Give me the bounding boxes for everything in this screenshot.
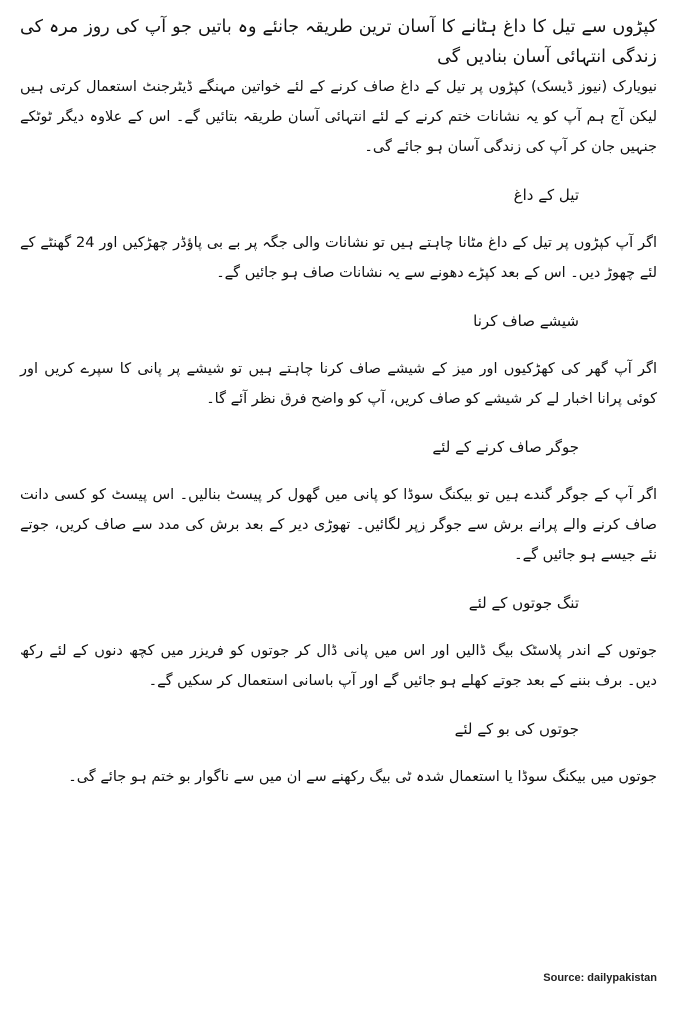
section-heading-glass-cleaning: شیشے صاف کرنا [473,312,579,330]
section-heading-oil-stains: تیل کے داغ [513,186,579,204]
section-heading-tight-shoes: تنگ جوتوں کے لئے [468,594,579,612]
article-intro: نیویارک (نیوز ڈیسک) کپڑوں پر تیل کے داغ صاف کرنے کے لئے خواتین مہنگے ڈیٹرجنٹ استعمال کرتی ہیں لیکن آج ہم آپ کو یہ نشانات ختم کرنے کے لئے انتہائی آسان طریقہ بتائیں گے۔ اس کے علاوہ دیگر ٹوٹکے جنہیں جان کر آپ کی زندگی آسان ہو جائے گی۔ [20,79,657,155]
section-heading-jogger-cleaning: جوگر صاف کرنے کے لئے [432,438,579,456]
section-body-glass-cleaning: اگر آپ گھر کی کھڑکیوں اور میز کے شیشے صاف کرنا چاہتے ہیں تو شیشے پر پانی کا سپرے کریں اور کوئی پرانا اخبار لے کر شیشے کو صاف کریں، آپ کو واضح فرق نظر آئے گا۔ [20,361,657,407]
section-body-shoe-odor: جوتوں میں بیکنگ سوڈا یا استعمال شدہ ٹی بیگ رکھنے سے ان میں سے ناگوار بو ختم ہو جائے گی۔ [68,769,657,785]
source-credit: Source: dailypakistan [543,972,657,984]
section-body-tight-shoes: جوتوں کے اندر پلاسٹک بیگ ڈالیں اور اس میں پانی ڈال کر جوتوں کو فریزر میں کچھ دنوں کے لئے رکھ دیں۔ برف بننے کے بعد جوتے کھلے ہو جائیں گے اور آپ باسانی استعمال کر سکیں گے۔ [20,643,657,689]
article-title: کپڑوں سے تیل کا داغ ہٹانے کا آسان ترین طریقہ جانئے وہ باتیں جو آپ کی روز مرہ کی زندگی انتہائی آسان بنادیں گی [20,17,657,67]
section-body-oil-stains: اگر آپ کپڑوں پر تیل کے داغ مٹانا چاہتے ہیں تو نشانات والی جگہ پر بے بی پاؤڈر چھڑکیں اور 24 گھنٹے کے لئے چھوڑ دیں۔ اس کے بعد کپڑے دھونے سے یہ نشانات صاف ہو جائیں گے۔ [20,235,658,281]
section-heading-shoe-odor: جوتوں کی بو کے لئے [454,720,579,738]
section-body-jogger-cleaning: اگر آپ کے جوگر گندے ہیں تو بیکنگ سوڈا کو پانی میں گھول کر پیسٹ بنالیں۔ اس پیسٹ کو کسی دانت صاف کرنے والے پرانے برش سے جوگر زپر لگائیں۔ تھوڑی دیر کے بعد برش کی مدد سے صاف کریں، جوتے نئے جیسے ہو جائیں گے۔ [20,487,657,563]
